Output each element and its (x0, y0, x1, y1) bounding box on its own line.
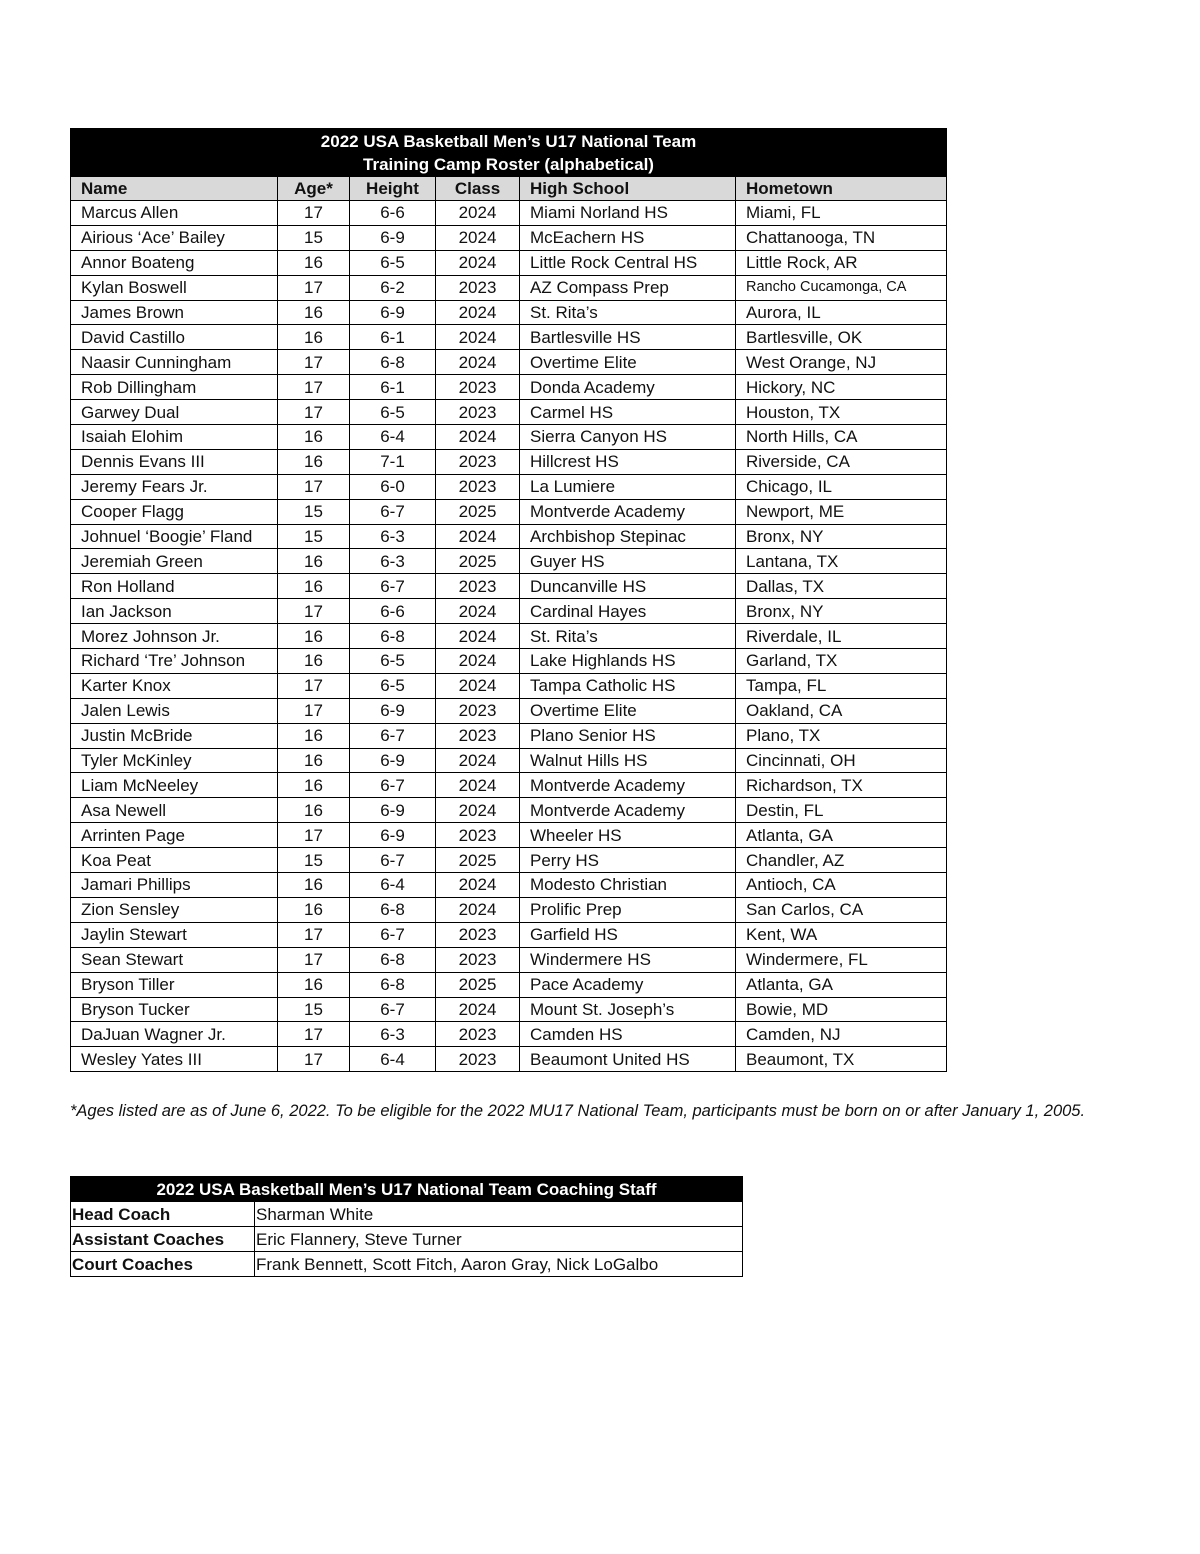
player-height: 6-0 (350, 474, 436, 499)
player-height: 6-4 (350, 1047, 436, 1072)
staff-names: Frank Bennett, Scott Fitch, Aaron Gray, Nick LoGalbo (255, 1252, 743, 1277)
coaching-staff-body (71, 1202, 743, 1277)
player-height: 7-1 (350, 449, 436, 474)
roster-title-line1: 2022 USA Basketball Men’s U17 National Team (320, 132, 697, 151)
player-name: Karter Knox (71, 673, 278, 698)
table-row (71, 350, 947, 375)
player-class: 2025 (436, 549, 520, 574)
player-class: 2023 (436, 947, 520, 972)
player-name: Bryson Tucker (71, 997, 278, 1022)
player-age: 17 (278, 350, 350, 375)
table-row (71, 1252, 743, 1277)
player-high-school: Archbishop Stepinac (520, 524, 736, 549)
player-class: 2024 (436, 325, 520, 350)
player-class: 2025 (436, 499, 520, 524)
player-name: Jeremiah Green (71, 549, 278, 574)
player-height: 6-5 (350, 673, 436, 698)
player-age: 17 (278, 1022, 350, 1047)
table-row (71, 275, 947, 300)
player-hometown: Windermere, FL (736, 947, 947, 972)
player-hometown: Plano, TX (736, 723, 947, 748)
player-class: 2024 (436, 250, 520, 275)
table-row (71, 201, 947, 226)
table-row (71, 773, 947, 798)
player-class: 2023 (436, 698, 520, 723)
player-high-school: Prolific Prep (520, 897, 736, 922)
table-row (71, 873, 947, 898)
player-name: Garwey Dual (71, 400, 278, 425)
player-high-school: Garfield HS (520, 922, 736, 947)
staff-role: Head Coach (71, 1202, 255, 1227)
player-age: 17 (278, 201, 350, 226)
player-hometown: Tampa, FL (736, 673, 947, 698)
player-height: 6-3 (350, 1022, 436, 1047)
player-age: 16 (278, 748, 350, 773)
table-row (71, 997, 947, 1022)
player-age: 17 (278, 673, 350, 698)
table-row (71, 673, 947, 698)
player-age: 17 (278, 375, 350, 400)
player-height: 6-9 (350, 823, 436, 848)
player-height: 6-7 (350, 997, 436, 1022)
player-height: 6-3 (350, 524, 436, 549)
player-age: 17 (278, 922, 350, 947)
player-hometown: Little Rock, AR (736, 250, 947, 275)
player-hometown: Chandler, AZ (736, 848, 947, 873)
player-age: 16 (278, 798, 350, 823)
column-header-class: Class (436, 177, 520, 201)
player-hometown: Chicago, IL (736, 474, 947, 499)
player-class: 2024 (436, 225, 520, 250)
table-row (71, 922, 947, 947)
player-high-school: Beaumont United HS (520, 1047, 736, 1072)
player-age: 16 (278, 897, 350, 922)
player-age: 17 (278, 1047, 350, 1072)
player-class: 2024 (436, 599, 520, 624)
player-hometown: Bronx, NY (736, 524, 947, 549)
player-hometown: North Hills, CA (736, 425, 947, 450)
player-height: 6-8 (350, 972, 436, 997)
roster-body (71, 201, 947, 1072)
player-age: 15 (278, 997, 350, 1022)
player-height: 6-2 (350, 275, 436, 300)
player-high-school: Montverde Academy (520, 773, 736, 798)
player-hometown: Chattanooga, TN (736, 225, 947, 250)
player-age: 15 (278, 524, 350, 549)
table-row (71, 1022, 947, 1047)
player-age: 16 (278, 873, 350, 898)
player-class: 2023 (436, 574, 520, 599)
player-height: 6-5 (350, 400, 436, 425)
table-row (71, 649, 947, 674)
player-high-school: Cardinal Hayes (520, 599, 736, 624)
table-row (71, 449, 947, 474)
table-row (71, 599, 947, 624)
roster-header-row (71, 177, 947, 201)
player-height: 6-4 (350, 425, 436, 450)
player-high-school: Perry HS (520, 848, 736, 873)
player-hometown: Bronx, NY (736, 599, 947, 624)
table-row (71, 225, 947, 250)
table-row (71, 524, 947, 549)
player-name: Jamari Phillips (71, 873, 278, 898)
table-row (71, 1227, 743, 1252)
player-class: 2023 (436, 275, 520, 300)
table-row (71, 400, 947, 425)
player-height: 6-7 (350, 922, 436, 947)
player-age: 15 (278, 225, 350, 250)
player-age: 16 (278, 325, 350, 350)
player-class: 2023 (436, 400, 520, 425)
player-height: 6-8 (350, 350, 436, 375)
player-age: 17 (278, 947, 350, 972)
roster-table (70, 128, 947, 1072)
player-hometown: Rancho Cucamonga, CA (736, 275, 947, 300)
player-hometown: Houston, TX (736, 400, 947, 425)
player-hometown: Oakland, CA (736, 698, 947, 723)
player-height: 6-6 (350, 599, 436, 624)
player-high-school: St. Rita’s (520, 300, 736, 325)
player-hometown: Garland, TX (736, 649, 947, 674)
player-class: 2023 (436, 922, 520, 947)
table-row (71, 823, 947, 848)
table-row (71, 972, 947, 997)
table-row (71, 798, 947, 823)
player-class: 2024 (436, 997, 520, 1022)
player-hometown: Cincinnati, OH (736, 748, 947, 773)
player-hometown: Destin, FL (736, 798, 947, 823)
player-hometown: Antioch, CA (736, 873, 947, 898)
player-hometown: Dallas, TX (736, 574, 947, 599)
player-class: 2023 (436, 1022, 520, 1047)
player-class: 2024 (436, 897, 520, 922)
player-high-school: Sierra Canyon HS (520, 425, 736, 450)
player-high-school: Windermere HS (520, 947, 736, 972)
coaching-staff-table (70, 1176, 743, 1277)
player-high-school: Carmel HS (520, 400, 736, 425)
player-hometown: Kent, WA (736, 922, 947, 947)
player-hometown: Riverdale, IL (736, 624, 947, 649)
player-hometown: Riverside, CA (736, 449, 947, 474)
player-high-school: Duncanville HS (520, 574, 736, 599)
player-age: 16 (278, 624, 350, 649)
player-name: Naasir Cunningham (71, 350, 278, 375)
player-height: 6-8 (350, 947, 436, 972)
player-hometown: Lantana, TX (736, 549, 947, 574)
player-name: Annor Boateng (71, 250, 278, 275)
player-hometown: Aurora, IL (736, 300, 947, 325)
player-high-school: La Lumiere (520, 474, 736, 499)
player-name: Koa Peat (71, 848, 278, 873)
table-row (71, 425, 947, 450)
player-height: 6-7 (350, 848, 436, 873)
player-hometown: West Orange, NJ (736, 350, 947, 375)
player-height: 6-1 (350, 325, 436, 350)
player-height: 6-5 (350, 649, 436, 674)
player-age: 15 (278, 499, 350, 524)
player-high-school: Little Rock Central HS (520, 250, 736, 275)
player-age: 17 (278, 823, 350, 848)
table-row (71, 300, 947, 325)
player-age: 16 (278, 449, 350, 474)
player-age: 16 (278, 549, 350, 574)
player-name: Rob Dillingham (71, 375, 278, 400)
player-height: 6-9 (350, 748, 436, 773)
player-high-school: Plano Senior HS (520, 723, 736, 748)
player-class: 2024 (436, 773, 520, 798)
player-high-school: St. Rita’s (520, 624, 736, 649)
roster-title-line2: Training Camp Roster (alphabetical) (363, 155, 654, 174)
table-row (71, 698, 947, 723)
player-age: 17 (278, 400, 350, 425)
player-class: 2024 (436, 748, 520, 773)
player-class: 2024 (436, 425, 520, 450)
table-row (71, 723, 947, 748)
player-height: 6-3 (350, 549, 436, 574)
player-high-school: Mount St. Joseph’s (520, 997, 736, 1022)
player-high-school: Overtime Elite (520, 698, 736, 723)
player-age: 16 (278, 723, 350, 748)
player-class: 2024 (436, 300, 520, 325)
player-height: 6-1 (350, 375, 436, 400)
player-name: Jaylin Stewart (71, 922, 278, 947)
player-hometown: Camden, NJ (736, 1022, 947, 1047)
player-high-school: Lake Highlands HS (520, 649, 736, 674)
player-age: 15 (278, 848, 350, 873)
player-name: Morez Johnson Jr. (71, 624, 278, 649)
player-name: Justin McBride (71, 723, 278, 748)
player-hometown: Bowie, MD (736, 997, 947, 1022)
table-row (71, 947, 947, 972)
player-class: 2023 (436, 474, 520, 499)
player-hometown: San Carlos, CA (736, 897, 947, 922)
player-class: 2024 (436, 524, 520, 549)
player-name: Sean Stewart (71, 947, 278, 972)
table-row (71, 474, 947, 499)
table-row (71, 624, 947, 649)
player-age: 16 (278, 972, 350, 997)
player-name: DaJuan Wagner Jr. (71, 1022, 278, 1047)
player-high-school: Guyer HS (520, 549, 736, 574)
player-name: Jalen Lewis (71, 698, 278, 723)
player-height: 6-9 (350, 798, 436, 823)
player-name: Bryson Tiller (71, 972, 278, 997)
player-age: 17 (278, 599, 350, 624)
player-height: 6-5 (350, 250, 436, 275)
player-name: Liam McNeeley (71, 773, 278, 798)
table-row (71, 574, 947, 599)
player-age: 16 (278, 250, 350, 275)
player-high-school: Montverde Academy (520, 798, 736, 823)
player-high-school: Walnut Hills HS (520, 748, 736, 773)
player-age: 16 (278, 300, 350, 325)
player-age: 16 (278, 773, 350, 798)
player-age: 16 (278, 425, 350, 450)
player-height: 6-7 (350, 723, 436, 748)
player-height: 6-8 (350, 897, 436, 922)
player-age: 16 (278, 649, 350, 674)
player-name: Dennis Evans III (71, 449, 278, 474)
player-name: Tyler McKinley (71, 748, 278, 773)
table-row (71, 1202, 743, 1227)
player-height: 6-7 (350, 773, 436, 798)
player-class: 2023 (436, 375, 520, 400)
table-row (71, 897, 947, 922)
player-age: 17 (278, 474, 350, 499)
player-high-school: AZ Compass Prep (520, 275, 736, 300)
player-height: 6-4 (350, 873, 436, 898)
player-name: Asa Newell (71, 798, 278, 823)
column-header-high-school: High School (520, 177, 736, 201)
table-row (71, 748, 947, 773)
player-age: 17 (278, 275, 350, 300)
player-hometown: Richardson, TX (736, 773, 947, 798)
column-header-height: Height (350, 177, 436, 201)
player-height: 6-9 (350, 698, 436, 723)
player-high-school: Tampa Catholic HS (520, 673, 736, 698)
player-name: Airious ‘Ace’ Bailey (71, 225, 278, 250)
player-class: 2025 (436, 972, 520, 997)
column-header-age: Age* (278, 177, 350, 201)
player-class: 2024 (436, 624, 520, 649)
column-header-hometown: Hometown (736, 177, 947, 201)
player-class: 2024 (436, 350, 520, 375)
player-high-school: Bartlesville HS (520, 325, 736, 350)
player-class: 2024 (436, 673, 520, 698)
player-hometown: Bartlesville, OK (736, 325, 947, 350)
player-name: Isaiah Elohim (71, 425, 278, 450)
player-class: 2025 (436, 848, 520, 873)
staff-names: Sharman White (255, 1202, 743, 1227)
table-row (71, 250, 947, 275)
player-height: 6-7 (350, 574, 436, 599)
player-height: 6-9 (350, 225, 436, 250)
player-class: 2023 (436, 823, 520, 848)
roster-title (71, 129, 947, 177)
player-hometown: Beaumont, TX (736, 1047, 947, 1072)
coaching-staff-title: 2022 USA Basketball Men’s U17 National Team Coaching Staff (71, 1177, 743, 1202)
table-row (71, 848, 947, 873)
player-class: 2023 (436, 449, 520, 474)
player-name: Cooper Flagg (71, 499, 278, 524)
player-class: 2024 (436, 873, 520, 898)
player-height: 6-8 (350, 624, 436, 649)
player-hometown: Newport, ME (736, 499, 947, 524)
player-high-school: Hillcrest HS (520, 449, 736, 474)
player-age: 16 (278, 574, 350, 599)
staff-role: Court Coaches (71, 1252, 255, 1277)
player-high-school: Pace Academy (520, 972, 736, 997)
age-footnote: *Ages listed are as of June 6, 2022. To be eligible for the 2022 MU17 National Team, participants must be born on or after January 1, 2005. (70, 1102, 1086, 1120)
player-height: 6-9 (350, 300, 436, 325)
table-row (71, 499, 947, 524)
player-high-school: McEachern HS (520, 225, 736, 250)
table-row (71, 325, 947, 350)
player-high-school: Wheeler HS (520, 823, 736, 848)
player-class: 2023 (436, 723, 520, 748)
player-high-school: Overtime Elite (520, 350, 736, 375)
staff-names: Eric Flannery, Steve Turner (255, 1227, 743, 1252)
player-name: James Brown (71, 300, 278, 325)
player-name: Wesley Yates III (71, 1047, 278, 1072)
table-row (71, 1047, 947, 1072)
player-height: 6-6 (350, 201, 436, 226)
player-name: Arrinten Page (71, 823, 278, 848)
player-class: 2024 (436, 201, 520, 226)
player-high-school: Modesto Christian (520, 873, 736, 898)
player-class: 2024 (436, 649, 520, 674)
player-name: Johnuel ‘Boogie’ Fland (71, 524, 278, 549)
player-name: Ron Holland (71, 574, 278, 599)
player-hometown: Atlanta, GA (736, 823, 947, 848)
column-header-name: Name (71, 177, 278, 201)
table-row (71, 375, 947, 400)
player-hometown: Hickory, NC (736, 375, 947, 400)
table-row (71, 549, 947, 574)
player-height: 6-7 (350, 499, 436, 524)
player-high-school: Donda Academy (520, 375, 736, 400)
player-class: 2023 (436, 1047, 520, 1072)
player-class: 2024 (436, 798, 520, 823)
player-high-school: Camden HS (520, 1022, 736, 1047)
player-age: 17 (278, 698, 350, 723)
player-hometown: Atlanta, GA (736, 972, 947, 997)
player-name: Marcus Allen (71, 201, 278, 226)
player-name: David Castillo (71, 325, 278, 350)
player-name: Jeremy Fears Jr. (71, 474, 278, 499)
player-name: Richard ‘Tre’ Johnson (71, 649, 278, 674)
player-name: Kylan Boswell (71, 275, 278, 300)
player-high-school: Miami Norland HS (520, 201, 736, 226)
staff-role: Assistant Coaches (71, 1227, 255, 1252)
player-high-school: Montverde Academy (520, 499, 736, 524)
player-name: Zion Sensley (71, 897, 278, 922)
player-hometown: Miami, FL (736, 201, 947, 226)
player-name: Ian Jackson (71, 599, 278, 624)
